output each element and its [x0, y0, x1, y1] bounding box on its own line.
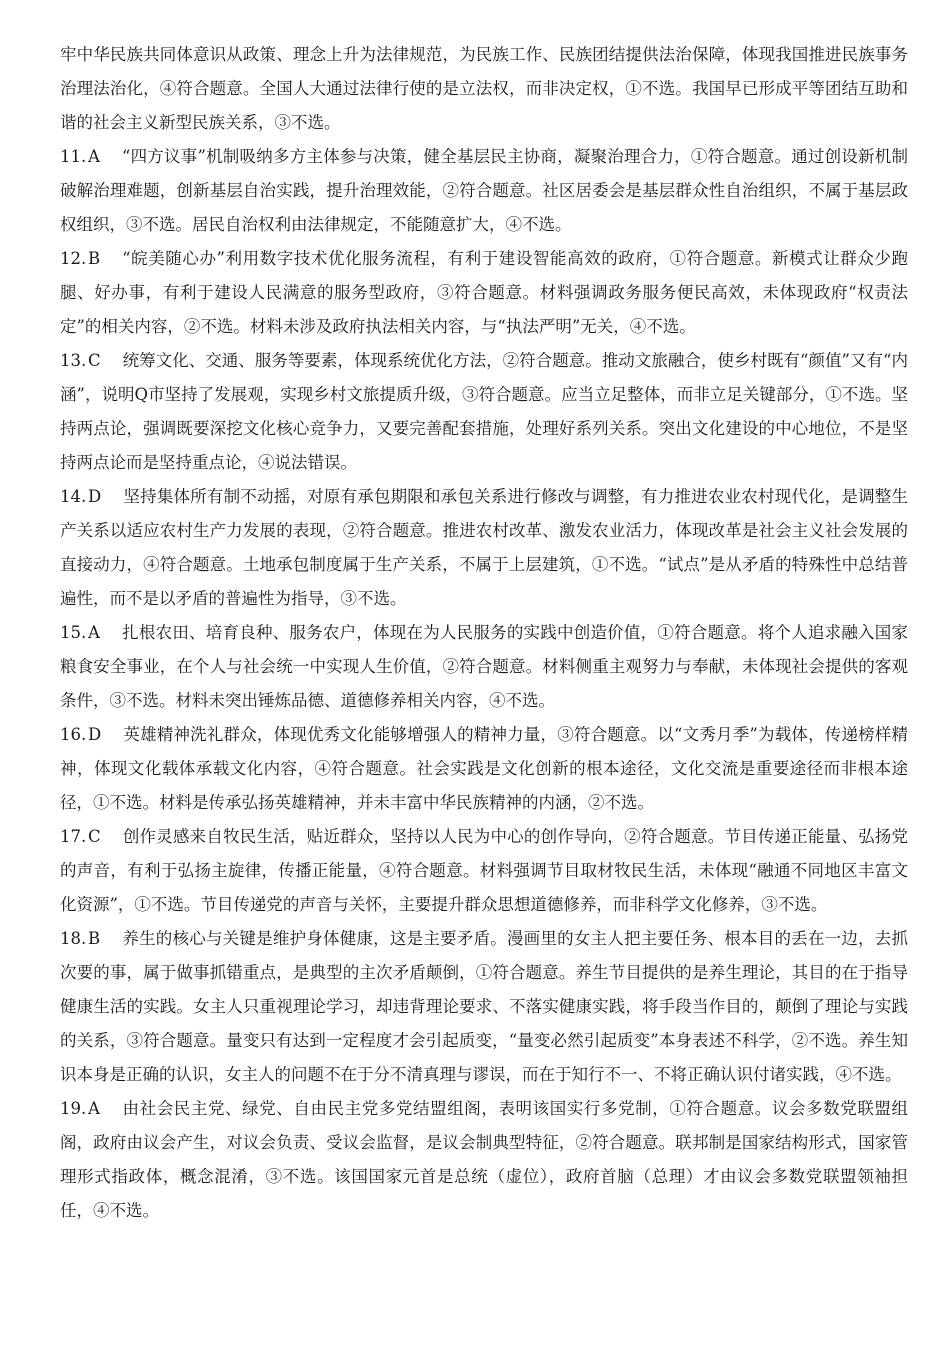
answer-letter: A [88, 623, 100, 642]
question-number: 11. [60, 147, 87, 166]
question-number: 15. [60, 623, 87, 642]
explanation-item-14 [60, 480, 908, 616]
answer-letter: A [88, 1099, 100, 1118]
answer-letter: D [88, 487, 102, 506]
question-number: 14. [60, 487, 87, 506]
explanation-text: “皖美随心办”利用数字技术优化服务流程，有利于建设智能高效的政府，①符合题意。新模式让群众少跑腿、好办事，有利于建设人民满意的服务型政府，③符合题意。材料强调政务服务便民高效，未体现政府“权责法定”的相关内容，②不选。材料未涉及政府执法相关内容，与“执法严明”无关，④不选。 [60, 249, 908, 336]
explanation-text: 创作灵感来自牧民生活，贴近群众，坚持以人民为中心的创作导向，②符合题意。节目传递正能量、弘扬党的声音，有利于弘扬主旋律，传播正能量，④符合题意。材料强调节目取材牧民生活，未体现“融通不同地区丰富文化资源”，①不选。节目传递党的声音与关怀，主要提升群众思想道德修养，而非科学文化修养，③不选。 [60, 827, 908, 914]
question-number: 12. [60, 249, 87, 268]
explanation-text: 养生的核心与关键是维护身体健康，这是主要矛盾。漫画里的女主人把主要任务、根本目的丢在一边，去抓次要的事，属于做事抓错重点，是典型的主次矛盾颠倒，①符合题意。养生节目提供的是养生理论，其目的在于指导健康生活的实践。女主人只重视理论学习，却违背理论要求、不落实健康实践，将手段当作目的，颠倒了理论与实践的关系，③符合题意。量变只有达到一定程度才会引起质变，“量变必然引起质变”本身表述不科学，②不选。养生知识本身是正确的认识，女主人的问题不在于分不清真理与谬误，而在于知行不一、不将正确认识付诸实践，④不选。 [60, 929, 908, 1084]
explanation-item-13 [60, 344, 908, 480]
explanation-text: 扎根农田、培育良种、服务农户，体现在为人民服务的实践中创造价值，①符合题意。将个人追求融入国家粮食安全事业，在个人与社会统一中实现人生价值，②符合题意。材料侧重主观努力与奉献，未体现社会提供的客观条件，③不选。材料未突出锤炼品德、道德修养相关内容，④不选。 [60, 623, 908, 710]
explanation-text: 统筹文化、交通、服务等要素，体现系统优化方法，②符合题意。推动文旅融合，使乡村既有“颜值”又有“内涵”，说明Q市坚持了发展观，实现乡村文旅提质升级，③符合题意。应当立足整体，而非立足关键部分，①不选。坚持两点论，强调既要深挖文化核心竞争力，又要完善配套措施，处理好系列关系。突出文化建设的中心地位，不是坚持两点论而是坚持重点论，④说法错误。 [60, 351, 908, 472]
explanation-item-19 [60, 1092, 908, 1228]
answer-letter: D [88, 725, 102, 744]
explanation-text: 由社会民主党、绿党、自由民主党多党结盟组阁，表明该国实行多党制，①符合题意。议会多数党联盟组阁，政府由议会产生，对议会负责、受议会监督，是议会制典型特征，②符合题意。联邦制是国家结构形式，国家管理形式指政体，概念混淆，③不选。该国国家元首是总统（虚位），政府首脑（总理）才由议会多数党联盟领袖担任，④不选。 [60, 1099, 908, 1220]
question-number: 16. [60, 725, 87, 744]
question-number: 18. [60, 929, 87, 948]
explanation-text: 坚持集体所有制不动摇，对原有承包期限和承包关系进行修改与调整，有力推进农业农村现代化，是调整生产关系以适应农村生产力发展的表现，②符合题意。推进农村改革、激发农业活力，体现改革是社会主义社会发展的直接动力，④符合题意。土地承包制度属于生产关系，不属于上层建筑，①不选。“试点”是从矛盾的特殊性中总结普遍性，而不是以矛盾的普遍性为指导，③不选。 [60, 487, 908, 608]
answer-letter: C [88, 351, 101, 370]
explanation-item-11 [60, 140, 908, 242]
question-number: 19. [60, 1099, 87, 1118]
question-number: 17. [60, 827, 87, 846]
explanation-item-18 [60, 922, 908, 1092]
explanation-item-15 [60, 616, 908, 718]
answer-letter: C [88, 827, 101, 846]
explanation-item-16 [60, 718, 908, 820]
answer-letter: A [88, 147, 100, 166]
continued-paragraph: 牢中华民族共同体意识从政策、理念上升为法律规范，为民族工作、民族团结提供法治保障，体现我国推进民族事务治理法治化，④符合题意。全国人大通过法律行使的是立法权，而非决定权，①不选。我国早已形成平等团结互助和谐的社会主义新型民族关系，③不选。 [60, 45, 908, 132]
question-number: 13. [60, 351, 87, 370]
answer-letter: B [88, 929, 101, 948]
answer-letter: B [88, 249, 101, 268]
explanation-item-17 [60, 820, 908, 922]
explanation-item-12 [60, 242, 908, 344]
explanation-text: 英雄精神洗礼群众，体现优秀文化能够增强人的精神力量，③符合题意。以“文秀月季”为载体，传递榜样精神，体现文化载体承载文化内容，④符合题意。社会实践是文化创新的根本途径，文化交流是重要途径而非根本途径，①不选。材料是传承弘扬英雄精神，并未丰富中华民族精神的内涵，②不选。 [60, 725, 908, 812]
explanation-text: “四方议事”机制吸纳多方主体参与决策，健全基层民主协商，凝聚治理合力，①符合题意。通过创设新机制破解治理难题，创新基层自治实践，提升治理效能，②符合题意。社区居委会是基层群众性自治组织，不属于基层政权组织，③不选。居民自治权利由法律规定，不能随意扩大，④不选。 [60, 147, 908, 234]
